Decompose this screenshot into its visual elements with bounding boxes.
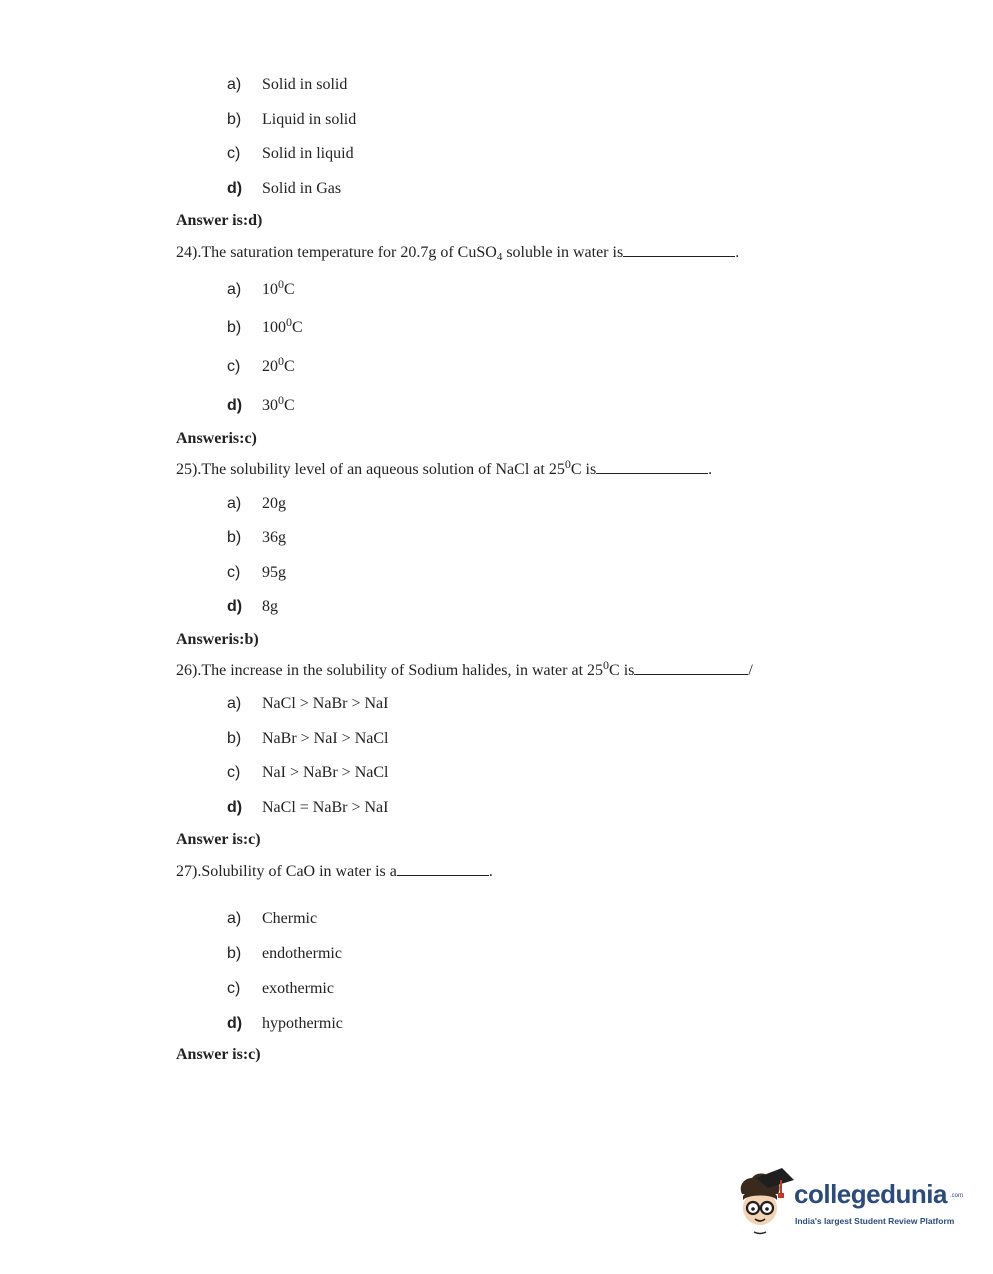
- answer-blank: [596, 459, 708, 474]
- q26-option-b: b) NaBr > NaI > NaCl: [227, 730, 389, 747]
- q25-option-a: a) 20g: [227, 495, 286, 512]
- logo-com: .com: [950, 1193, 964, 1199]
- q25-answer: Answeris:b): [176, 631, 259, 648]
- q26-option-d: d) NaCl = NaBr > NaI: [227, 799, 389, 816]
- q25-question: 25).The solubility level of an aqueous solution of NaCl at $25^0C$ is .: [176, 457, 713, 478]
- answer-blank: [634, 660, 748, 675]
- mascot-graduate-icon: [734, 1166, 796, 1236]
- q25-option-d: d) 8g: [227, 598, 278, 615]
- answer-blank: [397, 861, 489, 876]
- q24-option-d: d) $30^0C$: [227, 393, 295, 414]
- q23-option-b: b) Liquid in solid: [227, 111, 357, 128]
- q23-option-a: a) Solid in solid: [227, 76, 348, 93]
- logo-tagline: India's largest Student Review Platform: [795, 1216, 955, 1226]
- q27-option-d: d) hypothermic: [227, 1015, 343, 1032]
- q26-question: 26).The increase in the solubility of Sodium halides, in water at $25^0C$ is /: [176, 658, 753, 679]
- q23-option-d: d) Solid in Gas: [227, 180, 342, 197]
- q27-question: 27).Solubility of CaO in water is a .: [176, 863, 493, 880]
- q24-option-b: b) $100^0C$: [227, 315, 303, 336]
- q26-answer: Answer is:c): [176, 831, 261, 848]
- q26-option-c: c) NaI > NaBr > NaCl: [227, 764, 389, 781]
- q27-option-c: c) exothermic: [227, 980, 334, 997]
- answer-blank: [623, 242, 735, 257]
- q23-option-c: c) Solid in liquid: [227, 145, 354, 162]
- q27-answer: Answer is:c): [176, 1046, 261, 1063]
- q24-option-c: c) $20^0C$: [227, 354, 295, 375]
- q25-option-c: c) 95g: [227, 564, 286, 581]
- q23-answer: Answer is:d): [176, 212, 263, 229]
- q24-answer: Answeris:c): [176, 430, 257, 447]
- q24-option-a: a) $10^0C$: [227, 277, 295, 298]
- collegedunia-logo: [734, 1166, 964, 1236]
- q25-option-b: b) 36g: [227, 529, 286, 546]
- q27-option-a: a) Chermic: [227, 910, 318, 927]
- q24-question: 24).The saturation temperature for 20.7g of CuSO$_4$ soluble in water is .: [176, 244, 740, 263]
- q26-option-a: a) NaCl > NaBr > NaI: [227, 695, 389, 712]
- q27-option-b: b) endothermic: [227, 945, 342, 962]
- logo-wordmark: collegedunia: [794, 1179, 947, 1209]
